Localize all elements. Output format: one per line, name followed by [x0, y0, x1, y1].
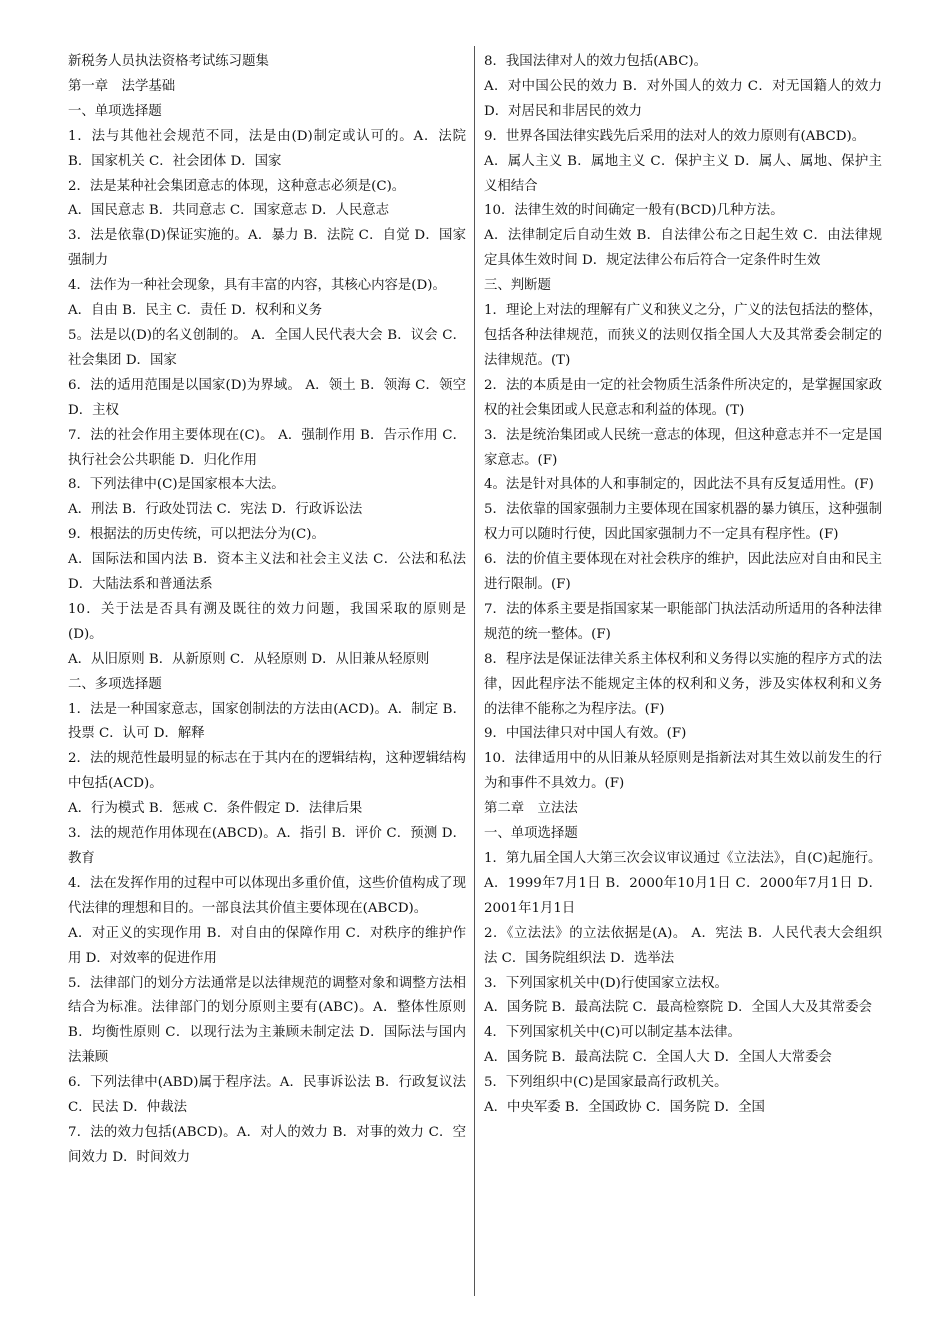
right-column: [484, 50, 882, 1121]
text-line: 1．法是一种国家意志，国家创制法的方法由(ACD)。A．制定 B．投票 C．认可 D．解释: [68, 701, 466, 742]
text-line: 1．理论上对法的理解有广义和狭义之分，广义的法包括法的整体，包括各种法律规范，而狭义的法则仅指全国人大及其常委会制定的法律规范。(T): [484, 303, 882, 368]
text-line: A．国务院 B．最高法院 C．全国人大 D．全国人大常委会: [484, 1050, 832, 1066]
text-line: 三、判断题: [484, 278, 551, 294]
text-line: 3．法是依靠(D)保证实施的。A．暴力 B．法院 C．自觉 D．国家强制力: [68, 228, 466, 269]
text-line: 4．下列国家机关中(C)可以制定基本法律。: [484, 1025, 741, 1041]
text-line: 9．根据法的历史传统，可以把法分为(C)。: [68, 527, 325, 543]
text-line: 5．下列组织中(C)是国家最高行政机关。: [484, 1075, 728, 1091]
text-line: A．对正义的实现作用 B．对自由的保障作用 C．对秩序的维护作用 D．对效率的促进作用: [68, 925, 466, 966]
text-line: 新税务人员执法资格考试练习题集: [68, 54, 269, 69]
text-line: A．行为模式 B．惩戒 C．条件假定 D．法律后果: [68, 801, 363, 817]
text-line: A．刑法 B．行政处罚法 C．宪法 D．行政诉讼法: [68, 502, 363, 518]
text-line: A．中央军委 B．全国政协 C．国务院 D．全国: [484, 1100, 765, 1116]
text-line: A．国际法和国内法 B．资本主义法和社会主义法 C．公法和私法 D．大陆法系和普通法系: [68, 552, 466, 593]
text-line: A．1999年7月1日 B．2000年10月1日 C．2000年7月1日 D．2001年1月1日: [484, 875, 882, 916]
text-line: A．国务院 B．最高法院 C．最高检察院 D．全国人大及其常委会: [484, 1000, 873, 1016]
text-line: 1．第九届全国人大第三次会议审议通过《立法法》，自(C)起施行。: [484, 851, 882, 866]
text-line: 6．法的适用范围是以国家(D)为界域。 A．领土 B．领海 C．领空 D．主权: [68, 377, 466, 418]
text-line: 1．法与其他社会规范不同，法是由(D)制定或认可的。A．法院 B．国家机关 C．社会团体 D．国家: [68, 128, 466, 169]
text-line: 7．法的社会作用主要体现在(C)。 A．强制作用 B．告示作用 C．执行社会公共职能 D．归化作用: [68, 427, 466, 468]
column-divider: [474, 46, 475, 1296]
text-line: 3．下列国家机关中(D)行使国家立法权。: [484, 975, 728, 991]
text-line: 9．世界各国法律实践先后采用的法对人的效力原则有(ABCD)。: [484, 128, 866, 144]
text-line: 2．法的规范性最明显的标志在于其内在的逻辑结构，这种逻辑结构中包括(ACD)。: [68, 751, 466, 792]
text-line: 5．法律部门的划分方法通常是以法律规范的调整对象和调整方法相结合为标准。法律部门的划分原则主要有(ABC)。A．整体性原则 B．均衡性原则 C．以现行法为主兼顾未制定法 D．国际法与国内法兼顾: [68, 975, 466, 1066]
text-line: 8．下列法律中(C)是国家根本大法。: [68, 477, 285, 493]
text-line: 3．法是统治集团或人民统一意志的体现，但这种意志并不一定是国家意志。(F): [484, 427, 882, 468]
text-line: 一、单项选择题: [484, 826, 578, 842]
text-line: A．从旧原则 B．从新原则 C．从轻原则 D．从旧兼从轻原则: [68, 651, 430, 667]
text-line: 7．法的效力包括(ABCD)。A．对人的效力 B．对事的效力 C．空间效力 D．时间效力: [68, 1124, 466, 1165]
text-line: 2．《立法法》的立法依据是(A)。 A．宪法 B．人民代表大会组织法 C．国务院组织法 D．选举法: [484, 925, 882, 966]
text-line: 4．法在发挥作用的过程中可以体现出多重价值，这些价值构成了现代法律的理想和目的。一部良法其价值主要体现在(ABCD)。: [68, 875, 466, 916]
text-line: A．国民意志 B．共同意志 C．国家意志 D．人民意志: [68, 203, 390, 219]
text-line: 一、单项选择题: [68, 103, 162, 119]
text-line: 第二章 立法法: [484, 801, 578, 817]
text-line: 7．法的体系主要是指国家某一职能部门执法活动所适用的各种法律规范的统一整体。(F): [484, 601, 882, 642]
text-line: 第一章 法学基础: [68, 78, 176, 94]
text-line: A．自由 B．民主 C．责任 D．权利和义务: [68, 303, 323, 319]
text-line: A．属人主义 B．属地主义 C．保护主义 D．属人、属地、保护主义相结合: [484, 153, 882, 194]
text-line: 8．我国法律对人的效力包括(ABC)。: [484, 54, 708, 69]
text-line: A．对中国公民的效力 B．对外国人的效力 C．对无国籍人的效力 D．对居民和非居民的效力: [484, 78, 882, 119]
text-line: 4。法是针对具体的人和事制定的，因此法不具有反复适用性。(F): [484, 477, 874, 493]
text-line: 4．法作为一种社会现象，具有丰富的内容，其核心内容是(D)。: [68, 278, 446, 294]
text-line: 3．法的规范作用体现在(ABCD)。A．指引 B．评价 C．预测 D．教育: [68, 826, 466, 866]
text-line: 10．法律适用中的从旧兼从轻原则是指新法对其生效以前发生的行为和事件不具效力。(F): [484, 751, 882, 792]
text-line: 5。法是以(D)的名义创制的。 A．全国人民代表大会 B．议会 C．社会集团 D．国家: [68, 327, 466, 368]
text-line: 二、多项选择题: [68, 676, 162, 692]
text-line: 10．法律生效的时间确定一般有(BCD)几种方法。: [484, 203, 784, 219]
left-column: [68, 50, 466, 1171]
text-line: 6．下列法律中(ABD)属于程序法。A．民事诉讼法 B．行政复议法 C．民法 D．仲裁法: [68, 1075, 466, 1116]
text-line: 9．中国法律只对中国人有效。(F): [484, 726, 687, 742]
text-line: A．法律制定后自动生效 B．自法律公布之日起生效 C．由法律规定具体生效时间 D．规定法律公布后符合一定条件时生效: [484, 228, 882, 269]
text-line: 10．关于法是否具有溯及既往的效力问题，我国采取的原则是(D)。: [68, 601, 466, 642]
text-line: 8．程序法是保证法律关系主体权利和义务得以实施的程序方式的法律，因此程序法不能规定主体的权利和义务，涉及实体权利和义务的法律不能称之为程序法。(F): [484, 651, 882, 717]
text-line: 6．法的价值主要体现在对社会秩序的维护，因此法应对自由和民主进行限制。(F): [484, 552, 882, 593]
text-line: 2．法是某种社会集团意志的体现，这种意志必须是(C)。: [68, 178, 406, 194]
text-line: 5．法依靠的国家强制力主要体现在国家机器的暴力镇压，这种强制权力可以随时行使，因此国家强制力不一定具有程序性。(F): [484, 502, 882, 543]
text-line: 2．法的本质是由一定的社会物质生活条件所决定的，是掌握国家政权的社会集团或人民意志和利益的体现。(T): [484, 377, 882, 418]
